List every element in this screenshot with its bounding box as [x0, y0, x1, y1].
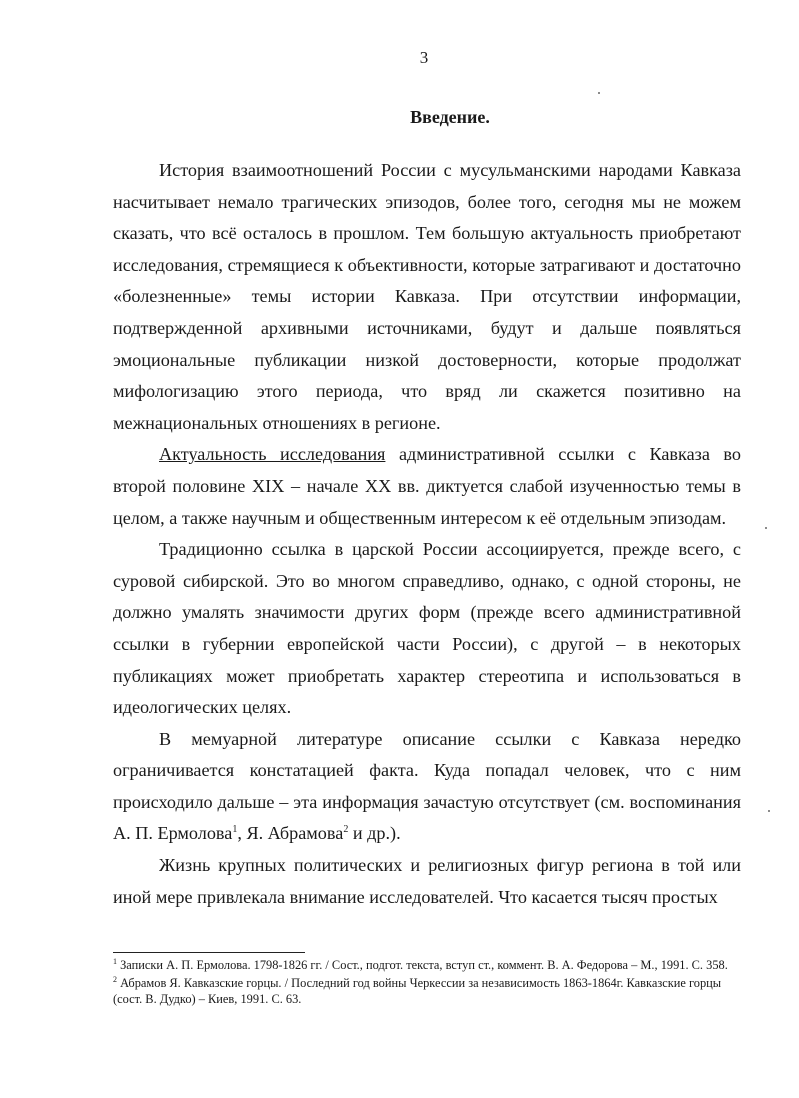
- footnote-2-mark: 2: [113, 974, 117, 984]
- main-text: [113, 155, 741, 913]
- footnote-ref-2: 2: [343, 824, 349, 836]
- footnote-divider: [113, 952, 305, 953]
- footnotes: [113, 957, 741, 1009]
- scan-speck: [598, 92, 600, 94]
- paragraph-4: [113, 724, 741, 850]
- paragraph-3: Традиционно ссылка в царской России ассоциируется, прежде всего, с суровой сибирской. Это во многом справедливо, однако, с одной стороны, не должно умалять значимости других форм (прежде всего административной ссылки в губернии европейской части России), с другой – в некоторых публикациях может приобретать характер стереотипа и использоваться в идеологических целях.: [113, 539, 741, 718]
- relevance-term: Актуальность исследования: [159, 444, 386, 465]
- paragraph-4-text-c: и др.).: [348, 823, 401, 844]
- paragraph-2-text: административной ссылки с Кавказа во второй половине XIX – начале XX вв. диктуется слабой изученностью темы в целом, а также научным и общественным интересом к её отдельным эпизодам.: [113, 444, 741, 528]
- footnote-ref-1: 1: [232, 824, 238, 836]
- footnote-1: [113, 957, 741, 974]
- page-number: 3: [419, 48, 429, 67]
- paragraph-5: Жизнь крупных политических и религиозных фигур региона в той или иной мере привлекала внимание исследователей. Что касается тысяч простых: [113, 855, 741, 907]
- paragraph-2: [113, 439, 741, 534]
- paragraph-1: История взаимоотношений России с мусульманскими народами Кавказа насчитывает немало трагических эпизодов, более того, сегодня мы не можем сказать, что всё осталось в прошлом. Тем большую актуальность приобретают исследования, стремящиеся к объективности, которые затрагивают и достаточно «болезненные» темы истории Кавказа. При отсутствии информации, подтвержденной архивными источниками, будут и дальше появляться эмоциональные публикации низкой достоверности, которые продолжат мифологизацию этого периода, что вряд ли скажется позитивно на межнациональных отношениях в регионе.: [113, 160, 741, 433]
- footnote-1-mark: 1: [113, 956, 117, 966]
- footnote-1-text: Записки А. П. Ермолова. 1798-1826 гг. / Сост., подгот. текста, вступ ст., коммент. В. А. Федорова – М., 1991. С. 358.: [117, 958, 728, 972]
- paragraph-4-text-a: В мемуарной литературе описание ссылки с Кавказа нередко ограничивается констатацией факта. Куда попадал человек, что с ним происходило дальше – эта информация зачастую отсутствует (см. воспоминания А. П. Ермолова: [113, 728, 741, 844]
- paragraph-4-text-b: , Я. Абрамова: [237, 823, 344, 844]
- footnote-2: [113, 975, 741, 1008]
- section-heading: Введение.: [410, 107, 490, 127]
- scan-speck: [765, 527, 767, 529]
- scan-speck: [768, 810, 770, 812]
- footnote-2-text: Абрамов Я. Кавказские горцы. / Последний год войны Черкессии за независимость 1863-1864г. Кавказские горцы (сост. В. Дудко) – Киев, 1991. С. 63.: [113, 975, 722, 1006]
